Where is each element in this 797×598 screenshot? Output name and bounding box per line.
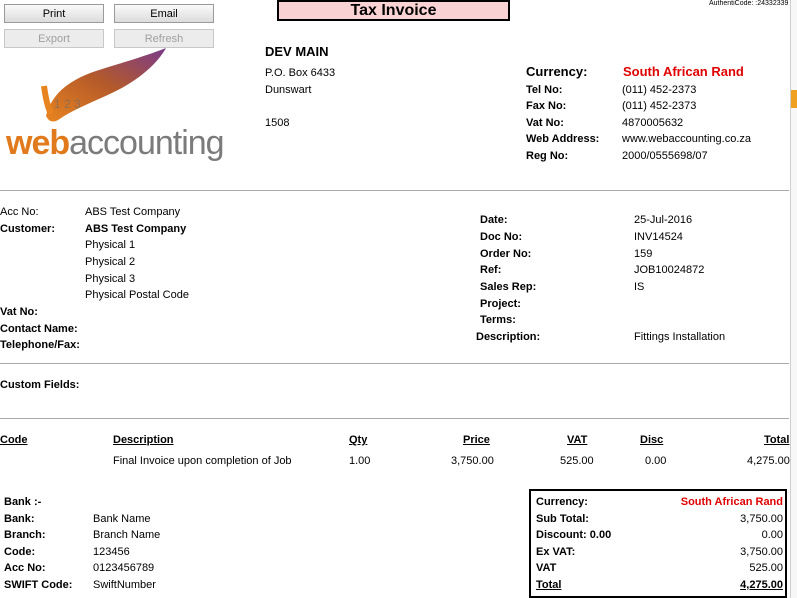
doc-label: Doc No: bbox=[480, 231, 523, 243]
company-address-4: 1508 bbox=[265, 117, 290, 129]
row-price: 3,750.00 bbox=[451, 455, 494, 467]
grand-total-value: 4,275.00 bbox=[740, 579, 783, 591]
divider bbox=[0, 418, 789, 419]
company-logo bbox=[6, 46, 224, 172]
row-disc: 0.00 bbox=[645, 455, 667, 467]
bank-value: SwiftNumber bbox=[93, 579, 156, 591]
contact-name-label: Contact Name: bbox=[0, 323, 78, 335]
totals-value: 3,750.00 bbox=[740, 546, 783, 558]
svg-text:1 2 3: 1 2 3 bbox=[54, 97, 81, 111]
custom-fields-label: Custom Fields: bbox=[0, 379, 80, 391]
company-address-1: P.O. Box 6433 bbox=[265, 67, 336, 79]
col-header-price: Price bbox=[463, 434, 490, 446]
company-address-2: Dunswart bbox=[265, 84, 312, 96]
col-header-qty: Qty bbox=[349, 434, 368, 446]
acc-no-value: ABS Test Company bbox=[85, 206, 181, 218]
export-button[interactable]: Export bbox=[4, 29, 104, 48]
customer-value: ABS Test Company bbox=[85, 223, 187, 235]
doc-label: Terms: bbox=[480, 314, 516, 326]
scroll-marker-icon bbox=[791, 90, 797, 108]
grand-total-label: Total bbox=[536, 579, 562, 591]
customer-address-line: Physical 3 bbox=[85, 273, 136, 285]
row-description: Final Invoice upon completion of Job bbox=[113, 455, 292, 467]
totals-label: Discount: 0.00 bbox=[536, 529, 612, 541]
contact-value: (011) 452-2373 bbox=[622, 84, 697, 96]
totals-label: Sub Total: bbox=[536, 513, 589, 525]
row-vat: 525.00 bbox=[560, 455, 594, 467]
col-header-total: Total bbox=[764, 434, 790, 446]
bank-heading: Bank :- bbox=[4, 496, 42, 508]
totals-label: VAT bbox=[536, 562, 557, 574]
contact-label: Web Address: bbox=[526, 133, 600, 145]
row-total: 4,275.00 bbox=[747, 455, 790, 467]
col-header-vat: VAT bbox=[567, 434, 588, 446]
doc-label: Date: bbox=[480, 214, 508, 226]
bank-label: Acc No: bbox=[4, 562, 46, 574]
contact-value: www.webaccounting.co.za bbox=[622, 133, 752, 145]
print-button[interactable]: Print bbox=[4, 4, 104, 23]
contact-label: Vat No: bbox=[526, 117, 564, 129]
bank-value: 0123456789 bbox=[93, 562, 155, 574]
contact-label: Fax No: bbox=[526, 100, 567, 112]
doc-value: 25-Jul-2016 bbox=[634, 214, 693, 226]
doc-label: Order No: bbox=[480, 248, 532, 260]
doc-label: Ref: bbox=[480, 264, 502, 276]
totals-value: 525.00 bbox=[749, 562, 783, 574]
divider bbox=[0, 190, 789, 191]
doc-label: Project: bbox=[480, 298, 521, 310]
vat-no-label: Vat No: bbox=[0, 306, 38, 318]
totals-currency-label: Currency: bbox=[536, 496, 588, 508]
doc-value: JOB10024872 bbox=[634, 264, 705, 276]
doc-value: INV14524 bbox=[634, 231, 683, 243]
col-header-code: Code bbox=[0, 434, 28, 446]
contact-value: (011) 452-2373 bbox=[622, 100, 697, 112]
document-title: Tax Invoice bbox=[277, 0, 510, 21]
telephone-fax-label: Telephone/Fax: bbox=[0, 339, 80, 351]
totals-value: 3,750.00 bbox=[740, 513, 783, 525]
customer-label: Customer: bbox=[0, 223, 56, 235]
bank-label: Bank: bbox=[4, 513, 35, 525]
row-qty: 1.00 bbox=[349, 455, 371, 467]
divider bbox=[0, 363, 789, 364]
contact-value: 2000/0555698/07 bbox=[622, 150, 708, 162]
customer-address-line: Physical 1 bbox=[85, 239, 136, 251]
customer-address-line: Physical 2 bbox=[85, 256, 136, 268]
doc-label: Description: bbox=[476, 331, 541, 343]
doc-label: Sales Rep: bbox=[480, 281, 537, 293]
logo-text-web: web bbox=[6, 124, 70, 162]
bank-label: Branch: bbox=[4, 529, 46, 541]
currency-label: Currency: bbox=[526, 64, 588, 79]
vertical-scrollbar[interactable] bbox=[790, 0, 797, 598]
bank-value: Bank Name bbox=[93, 513, 151, 525]
company-name: DEV MAIN bbox=[265, 44, 329, 59]
contact-label: Tel No: bbox=[526, 84, 563, 96]
bank-value: 123456 bbox=[93, 546, 130, 558]
totals-currency-value: South African Rand bbox=[680, 496, 783, 508]
bank-label: SWIFT Code: bbox=[4, 579, 73, 591]
currency-value: South African Rand bbox=[623, 64, 744, 79]
doc-value: IS bbox=[634, 281, 645, 293]
refresh-button[interactable]: Refresh bbox=[114, 29, 214, 48]
totals-label: Ex VAT: bbox=[536, 546, 576, 558]
customer-address-line: Physical Postal Code bbox=[85, 289, 189, 301]
auth-code: AuthentiCode: :24332339 bbox=[709, 0, 789, 7]
totals-box bbox=[529, 489, 787, 598]
bank-value: Branch Name bbox=[93, 529, 161, 541]
email-button[interactable]: Email bbox=[114, 4, 214, 23]
totals-value: 0.00 bbox=[761, 529, 783, 541]
contact-value: 4870005632 bbox=[622, 117, 684, 129]
contact-label: Reg No: bbox=[526, 150, 569, 162]
doc-value: 159 bbox=[634, 248, 653, 260]
acc-no-label: Acc No: bbox=[0, 206, 39, 218]
col-header-disc: Disc bbox=[640, 434, 664, 446]
bank-label: Code: bbox=[4, 546, 36, 558]
logo-text-accounting: accounting bbox=[69, 124, 224, 162]
col-header-description: Description bbox=[113, 434, 174, 446]
doc-value: Fittings Installation bbox=[634, 331, 726, 343]
